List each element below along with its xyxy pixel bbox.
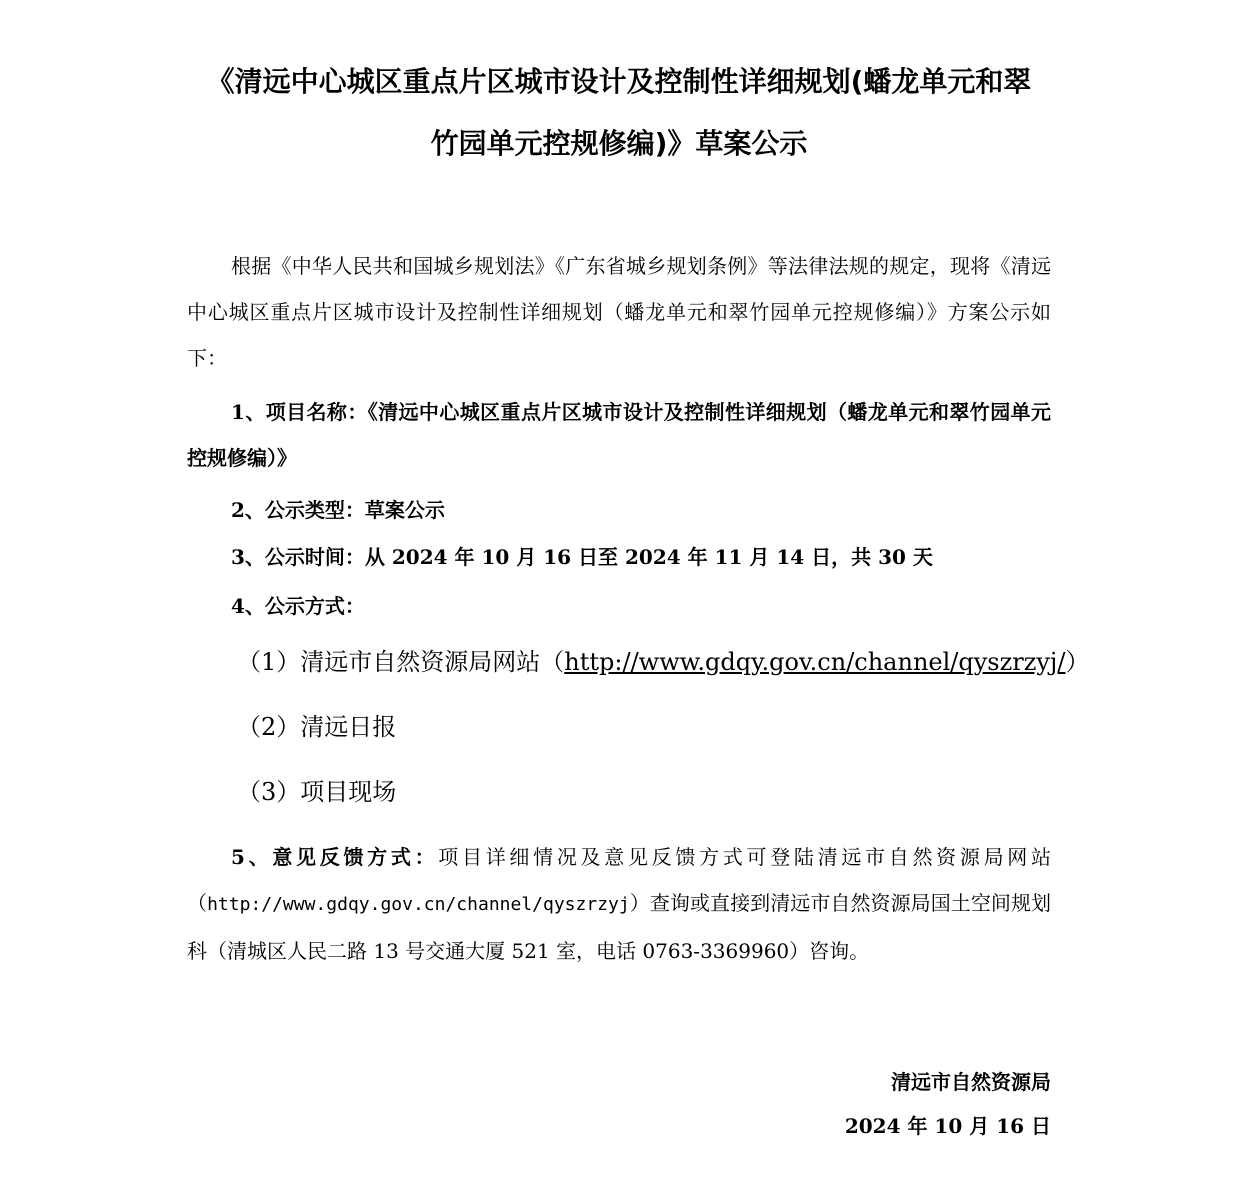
method-website: [237, 645, 1089, 679]
notice-type-item: 2、公示类型：草案公示: [231, 498, 445, 522]
method-website-suffix: ）: [1065, 648, 1090, 676]
project-name-item: 1、项目名称：《清远中心城区重点片区城市设计及控制性详细规划（蟠龙单元和翠竹园单元控规修编）》: [187, 400, 1051, 470]
document-title-line2: 竹园单元控规修编)》草案公示: [430, 127, 808, 160]
website-link[interactable]: http://www.gdqy.gov.cn/channel/qyszrzyj/: [564, 648, 1066, 676]
feedback-text1: 项目详细情况及意见反馈方式可登陆清远市自然资源局网站（: [187, 845, 1052, 915]
feedback-text2: ）查询或直接到清远市自然资源局国土空间规划科（清城区人民二路 13 号交通大厦 521 室，电话 0763-3369960）咨询。: [187, 891, 1052, 963]
feedback-paragraph: [187, 834, 1051, 974]
signature-date: 2024 年 10 月 16 日: [844, 1114, 1051, 1138]
method-newspaper: （2）清远日报: [237, 713, 397, 741]
notice-time-item: 3、公示时间：从 2024 年 10 月 16 日至 2024 年 11 月 14 日，共 30 天: [231, 545, 933, 569]
notice-method-item: 4、公示方式：: [231, 594, 365, 618]
document-title-line1: 《清远中心城区重点片区城市设计及控制性详细规划(蟠龙单元和翠: [206, 65, 1032, 98]
method-site: （3）项目现场: [237, 778, 397, 806]
signature-org: 清远市自然资源局: [891, 1070, 1051, 1094]
feedback-url: http://www.gdqy.gov.cn/channel/qyszrzyj: [207, 894, 630, 915]
method-website-prefix: （1）清远市自然资源局网站（: [237, 648, 565, 676]
intro-paragraph: 根据《中华人民共和国城乡规划法》《广东省城乡规划条例》等法律法规的规定，现将《清远中心城区重点片区城市设计及控制性详细规划（蟠龙单元和翠竹园单元控规修编）》方案公示如下：: [187, 254, 1051, 370]
feedback-label: 5、意见反馈方式：: [231, 845, 439, 869]
